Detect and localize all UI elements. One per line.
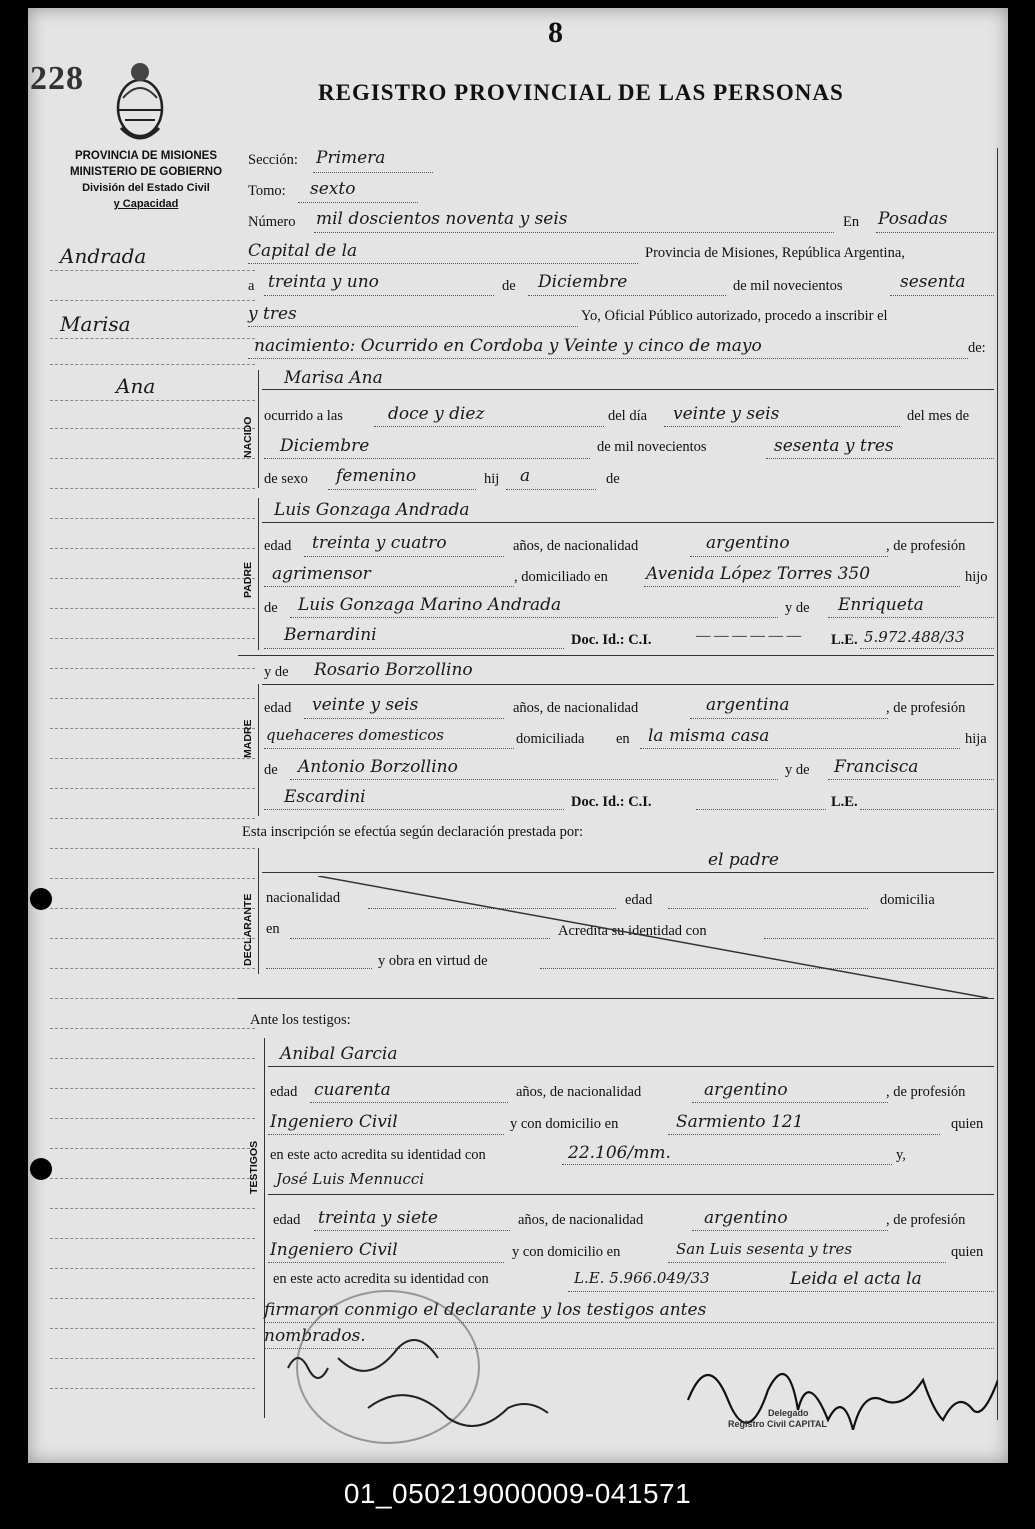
de-label-4: de [264, 762, 278, 778]
declarante-bar [258, 848, 259, 974]
sexo-value: femenino [336, 466, 417, 486]
madre-y-de-label-2: y de [785, 762, 810, 778]
registry-stamp [728, 1408, 827, 1430]
madre-doc-label: Doc. Id.: C.I. [571, 794, 652, 810]
testigos-label: Ante los testigos: [250, 1012, 351, 1028]
a-label: a [248, 278, 255, 294]
t1-nac-label: años, de nacionalidad [516, 1084, 642, 1100]
t1-id-value: 22.106/mm. [568, 1143, 671, 1163]
t1-dom-value: Sarmiento 121 [676, 1112, 804, 1132]
acredita-label: Acredita su identidad con [558, 923, 707, 939]
mes-nac-value: Diciembre [280, 436, 370, 456]
t1-quien-label: quien [951, 1116, 984, 1132]
hora-value: doce y diez [388, 404, 485, 424]
madre-nombre-value: Rosario Borzollino [314, 660, 473, 680]
t1-edad-label: edad [270, 1084, 298, 1100]
hija-label: hija [965, 731, 987, 747]
margin-middle-name: Ana [116, 374, 156, 398]
province-header [46, 148, 246, 212]
t2-id-value: L.E. 5.966.049/33 [574, 1269, 710, 1287]
padre-nombre-value: Luis Gonzaga Andrada [274, 500, 470, 520]
madre-side-label: MADRE [242, 719, 254, 758]
anio-nac-value: sesenta y tres [774, 436, 894, 456]
t2-nombre-value: José Luis Mennucci [276, 1170, 425, 1188]
inscripcion-label: Esta inscripción se efectúa según declaración prestada por: [242, 824, 584, 840]
anio-value-2: y tres [248, 304, 297, 324]
madre-hija-de-value: Antonio Borzollino [298, 757, 458, 777]
numero-label: Número [248, 214, 296, 230]
anio-value-1: sesenta [900, 272, 966, 292]
t2-dom-value: San Luis sesenta y tres [676, 1240, 853, 1258]
padre-nac-label: años, de nacionalidad [513, 538, 639, 554]
t1-nombre-value: Anibal Garcia [280, 1044, 398, 1064]
t2-prof-value: Ingeniero Civil [270, 1240, 398, 1260]
padre-hijo-de-value: Luis Gonzaga Marino Andrada [298, 595, 562, 615]
document-title: REGISTRO PROVINCIAL DE LAS PERSONAS [318, 80, 844, 105]
padre-edad-label: edad [264, 538, 292, 554]
madre-en-label: en [616, 731, 630, 747]
leida-text: Leida el acta la [790, 1269, 922, 1289]
de-mil-label-2: de mil novecientos [597, 439, 707, 455]
madre-le-label: L.E. [831, 794, 858, 810]
hij-suffix: a [520, 466, 531, 486]
stamp-text-2: Registro Civil CAPITAL [728, 1419, 827, 1429]
de-colon-label: de: [968, 340, 986, 356]
t1-acredita-label: en este acto acredita su identidad con [270, 1147, 486, 1163]
province-line-1: PROVINCIA DE MISIONES [74, 150, 218, 162]
province-line-3: División del Estado Civil [82, 182, 210, 194]
province-line-2: MINISTERIO DE GOBIERNO [69, 166, 223, 178]
madre-y-de-value-2: Escardini [284, 787, 366, 807]
numero-value: mil doscientos noventa y seis [316, 209, 568, 229]
nombrados-text: nombrados. [264, 1326, 366, 1346]
madre-dom-label: domiciliada [516, 731, 585, 747]
madre-nac-label: años, de nacionalidad [513, 700, 639, 716]
t1-edad-value: cuarenta [314, 1080, 391, 1100]
oficial-label: Yo, Oficial Público autorizado, procedo a inscribir el [581, 308, 888, 324]
ciudad-value: Posadas [878, 209, 948, 229]
padre-bar [258, 498, 259, 650]
de-label: de [502, 278, 516, 294]
de-mil-label: de mil novecientos [733, 278, 843, 294]
del-dia-label: del día [608, 408, 648, 424]
punch-hole [30, 888, 52, 910]
padre-y-de-value-2: Bernardini [284, 625, 377, 645]
hijo-label: hijo [965, 569, 988, 585]
de-sexo-label: de sexo [264, 471, 308, 487]
t2-acredita-label: en este acto acredita su identidad con [273, 1271, 489, 1287]
y-de-label: y de [785, 600, 810, 616]
domicilia-label: domicilia [880, 892, 935, 908]
witness-signatures [278, 1338, 598, 1428]
padre-le-value: 5.972.488/33 [864, 628, 965, 646]
obra-label: y obra en virtud de [378, 953, 488, 969]
margin-first-name: Marisa [60, 312, 131, 336]
padre-doc-label: Doc. Id.: C.I. [571, 632, 652, 648]
madre-dom-value: la misma casa [648, 726, 770, 746]
y-label: y, [896, 1147, 906, 1163]
nombre-value: Marisa Ana [284, 368, 383, 388]
padre-nac-value: argentino [706, 533, 790, 553]
tomo-label: Tomo: [248, 183, 286, 199]
de-label-2: de [606, 471, 620, 487]
seccion-label: Sección: [248, 152, 298, 168]
padre-dom-label: , domiciliado en [514, 569, 608, 585]
t1-dom-label: y con domicilio en [510, 1116, 619, 1132]
madre-edad-value: veinte y seis [312, 695, 419, 715]
official-signature [678, 1350, 998, 1430]
t2-prof-label: , de profesión [886, 1212, 966, 1228]
cancel-stroke [318, 876, 998, 1006]
t2-nac-label: años, de nacionalidad [518, 1212, 644, 1228]
right-border [997, 148, 998, 1420]
nacionalidad-label: nacionalidad [266, 890, 341, 906]
t1-prof-label: , de profesión [886, 1084, 966, 1100]
provincia-label: Provincia de Misiones, República Argentina, [645, 245, 905, 261]
firmaron-text: firmaron conmigo el declarante y los testigos antes [264, 1300, 707, 1320]
madre-edad-label: edad [264, 700, 292, 716]
register-number: 228 [30, 60, 84, 97]
tomo-value: sexto [310, 179, 356, 199]
margin-surname: Andrada [60, 244, 147, 268]
madre-prof-value: quehaceres domesticos [266, 726, 444, 744]
padre-le-label: L.E. [831, 632, 858, 648]
t2-edad-label: edad [273, 1212, 301, 1228]
padre-edad-value: treinta y cuatro [312, 533, 447, 553]
t1-nac-value: argentino [704, 1080, 788, 1100]
declarante-value: el padre [708, 850, 779, 870]
t2-quien-label: quien [951, 1244, 984, 1260]
hij-label: hij [484, 471, 500, 487]
province-line-4: y Capacidad [113, 198, 179, 210]
padre-y-de-value: Enriqueta [838, 595, 924, 615]
stamp-text-1: Delegado [768, 1408, 809, 1418]
t2-edad-value: treinta y siete [318, 1208, 438, 1228]
declarante-side-label: DECLARANTE [242, 893, 254, 966]
national-emblem-icon [111, 58, 169, 142]
padre-ci-value: — — — — — — [696, 628, 802, 644]
nacido-side-label: NACIDO [242, 416, 254, 458]
nacimiento-value: nacimiento: Ocurrido en Cordoba y Veinte y cinco de mayo [254, 336, 762, 356]
capital-value: Capital de la [248, 241, 358, 261]
mes-value: Diciembre [538, 272, 628, 292]
decl-edad-label: edad [625, 892, 653, 908]
de-label-3: de [264, 600, 278, 616]
madre-bar [258, 684, 259, 816]
padre-side-label: PADRE [242, 562, 254, 598]
ocurrido-label: ocurrido a las [264, 408, 343, 424]
madre-y-de-value: Francisca [834, 757, 919, 777]
punch-hole [30, 1158, 52, 1180]
madre-nac-value: argentina [706, 695, 790, 715]
testigos-bar [264, 1038, 265, 1418]
padre-prof-label: , de profesión [886, 538, 966, 554]
del-mes-label: del mes de [907, 408, 970, 424]
decl-en-label: en [266, 921, 280, 937]
seccion-value: Primera [316, 148, 386, 168]
t1-prof-value: Ingeniero Civil [270, 1112, 398, 1132]
dia-value: treinta y uno [268, 272, 379, 292]
testigos-side-label: TESTIGOS [248, 1140, 260, 1194]
document-page [28, 8, 1008, 1463]
en-label: En [843, 214, 860, 230]
madre-prof-label: , de profesión [886, 700, 966, 716]
padre-dom-value: Avenida López Torres 350 [646, 564, 871, 584]
padre-prof-value: agrimensor [272, 564, 371, 584]
madre-y-de-label: y de [264, 664, 289, 680]
dia-nac-value: veinte y seis [673, 404, 780, 424]
t2-nac-value: argentino [704, 1208, 788, 1228]
page-number: 8 [548, 16, 563, 49]
file-id-footer: 01_050219000009-041571 [343, 1478, 692, 1509]
t2-dom-label: y con domicilio en [512, 1244, 621, 1260]
nacido-bar [258, 370, 259, 488]
